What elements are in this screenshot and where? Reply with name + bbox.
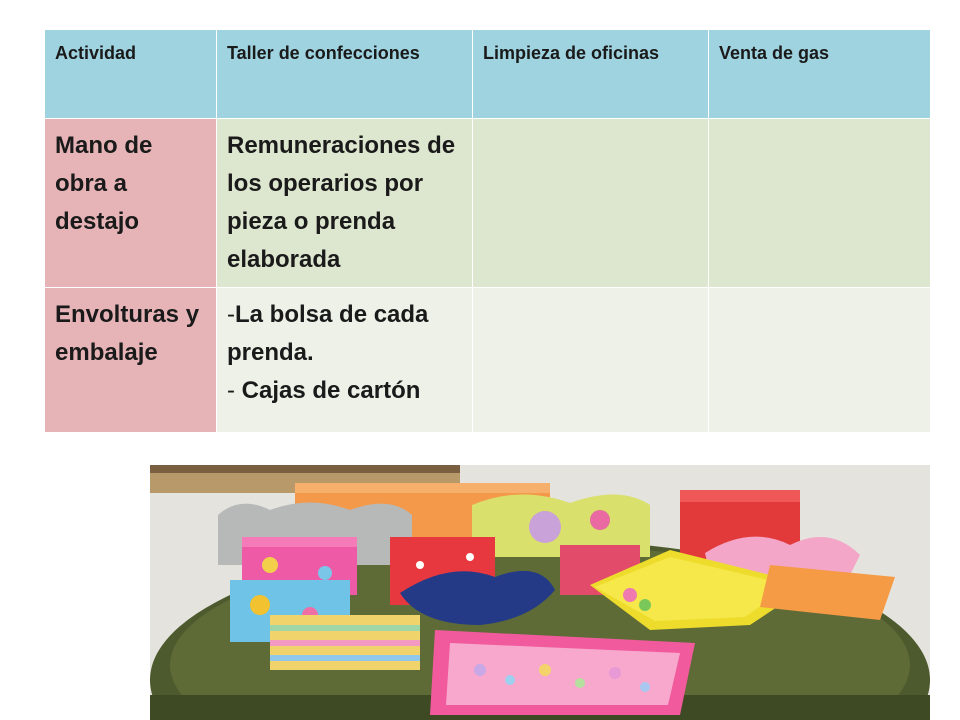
row-label-mano-de-obra: Mano de obra a destajo	[45, 119, 217, 288]
header-cell-taller: Taller de confecciones	[217, 30, 473, 119]
boxes-photo	[150, 465, 930, 720]
dash-marker: -	[227, 377, 242, 404]
list-item	[227, 296, 462, 372]
table-header-row	[45, 30, 931, 119]
item-text: Cajas de cartón	[241, 377, 421, 404]
activities-table	[44, 29, 931, 433]
header-cell-actividad: Actividad	[45, 30, 217, 119]
cell-taller-embalaje	[217, 288, 473, 433]
row-label-envolturas: Envolturas y embalaje	[45, 288, 217, 433]
cell-limpieza-empty	[473, 119, 709, 288]
header-cell-limpieza: Limpieza de oficinas	[473, 30, 709, 119]
list-item	[227, 372, 462, 410]
item-text: La bolsa de cada prenda.	[227, 301, 429, 366]
cell-venta-empty	[709, 119, 931, 288]
table-row	[45, 119, 931, 288]
cell-limpieza-empty	[473, 288, 709, 433]
table-row	[45, 288, 931, 433]
boxes-illustration	[150, 465, 930, 720]
header-cell-venta: Venta de gas	[709, 30, 931, 119]
cell-venta-empty	[709, 288, 931, 433]
cell-taller-remuneraciones: Remuneraciones de los operarios por pieza o prenda elaborada	[217, 119, 473, 288]
dash-marker: -	[227, 301, 235, 328]
